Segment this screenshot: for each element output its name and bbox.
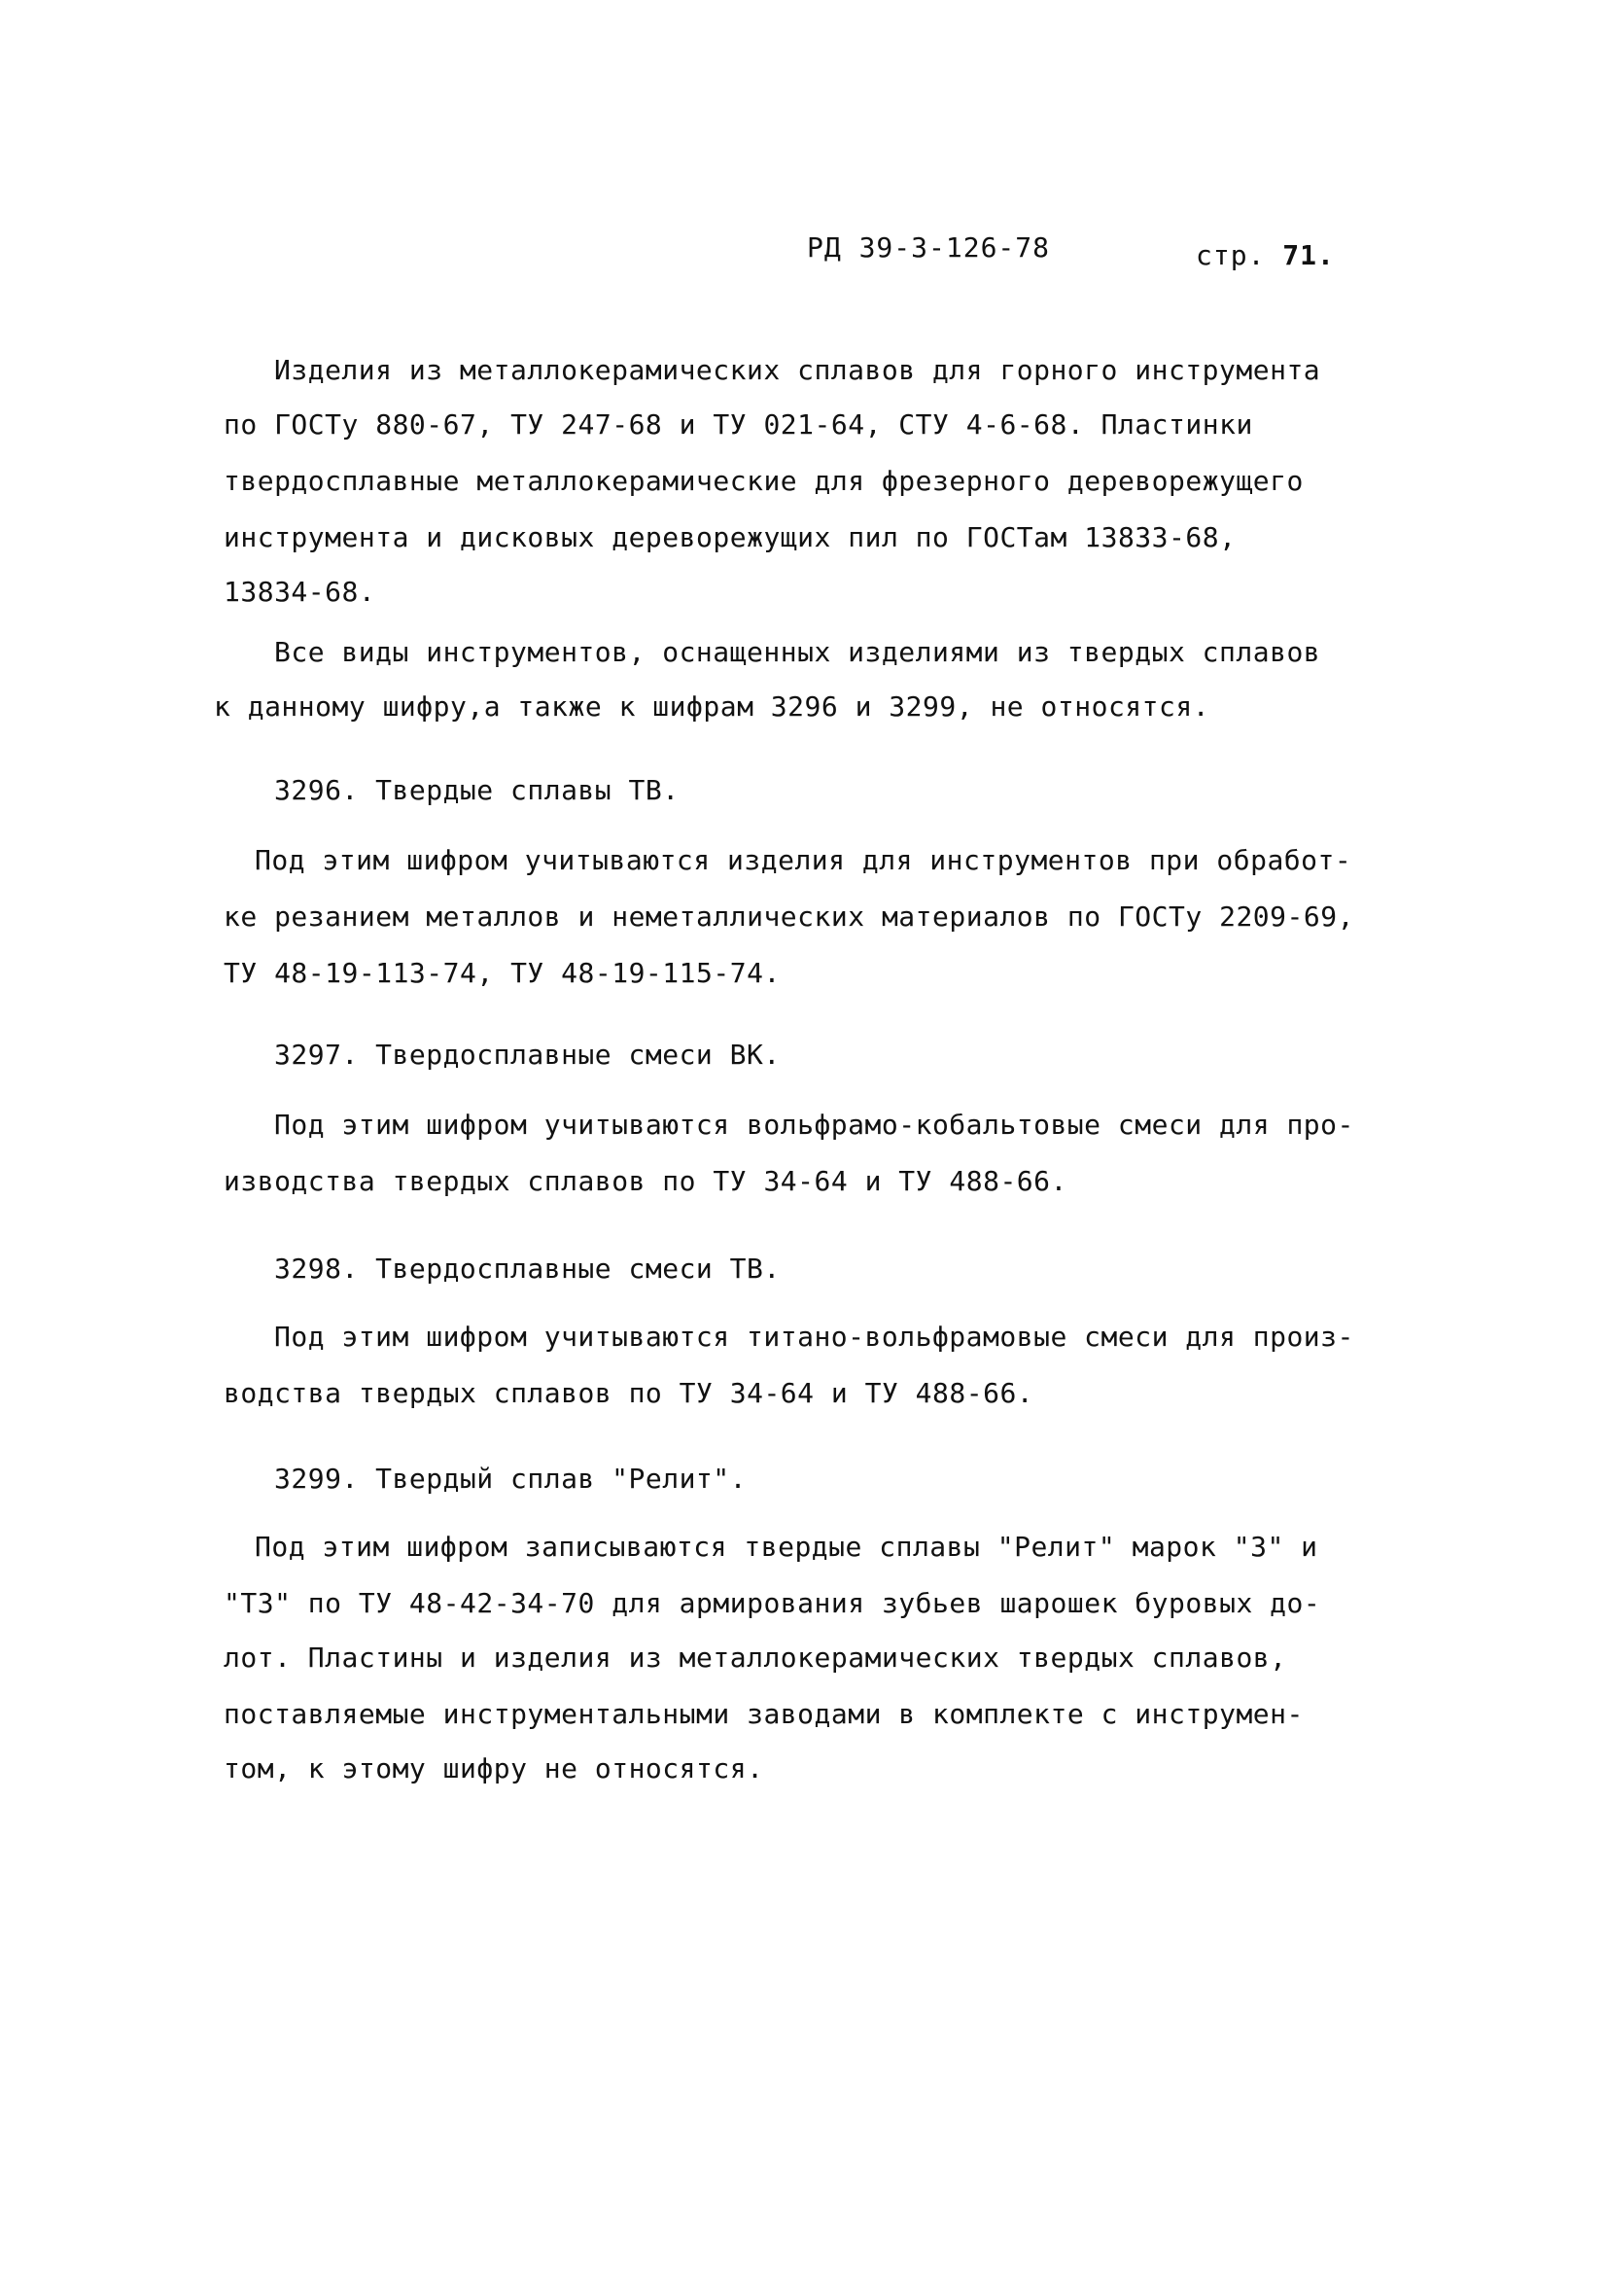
- document-code: РД 39-3-126-78: [807, 231, 1051, 264]
- p1-line-1: Изделия из металлокерамических сплавов для горного инструмента: [274, 354, 1321, 386]
- p3299-line-5: том, к этому шифру не относятся.: [224, 1752, 764, 1784]
- p3296-line-3: ТУ 48-19-113-74, ТУ 48-19-115-74.: [224, 957, 781, 989]
- p3299-line-2: "ТЗ" по ТУ 48-42-34-70 для армирования зубьев шарошек буровых до-: [224, 1587, 1321, 1619]
- heading-3299: 3299. Твердый сплав "Релит".: [274, 1463, 748, 1495]
- p1-line-4: инструмента и дисковых дереворежущих пил по ГОСТам 13833-68,: [224, 521, 1237, 553]
- heading-3297: 3297. Твердосплавные смеси ВК.: [274, 1039, 781, 1071]
- p1-line-3: твердосплавные металлокерамические для фрезерного дереворежущего: [224, 465, 1304, 497]
- p3297-line-2: изводства твердых сплавов по ТУ 34-64 и ТУ 488-66.: [224, 1165, 1067, 1197]
- heading-3296: 3296. Твердые сплавы ТВ.: [274, 774, 680, 806]
- p2-line-2: к данному шифру,а также к шифрам 3296 и 3299, не относятся.: [214, 690, 1210, 723]
- p3299-line-3: лот. Пластины и изделия из металлокерамических твердых сплавов,: [224, 1642, 1287, 1674]
- p1-line-5: 13834-68.: [224, 576, 376, 608]
- p3296-line-2: ке резанием металлов и неметаллических материалов по ГОСТу 2209-69,: [224, 901, 1354, 933]
- heading-3298: 3298. Твердосплавные смеси ТВ.: [274, 1253, 781, 1285]
- p2-line-1: Все виды инструментов, оснащенных изделиями из твердых сплавов: [274, 636, 1321, 668]
- page-number-value: 71.: [1282, 239, 1335, 271]
- p3298-line-1: Под этим шифром учитываются титано-вольфрамовые смеси для произ-: [274, 1321, 1354, 1353]
- p1-line-2: по ГОСТу 880-67, ТУ 247-68 и ТУ 021-64, СТУ 4-6-68. Пластинки: [224, 408, 1253, 441]
- page-number: [1196, 239, 1335, 271]
- page-header: [807, 231, 1351, 280]
- page-label: стр.: [1196, 239, 1266, 271]
- p3299-line-4: поставляемые инструментальными заводами в комплекте с инструмен-: [224, 1698, 1304, 1730]
- p3297-line-1: Под этим шифром учитываются вольфрамо-кобальтовые смеси для про-: [274, 1109, 1354, 1141]
- p3296-line-1: Под этим шифром учитываются изделия для инструментов при обработ-: [255, 844, 1352, 876]
- p3298-line-2: водства твердых сплавов по ТУ 34-64 и ТУ 488-66.: [224, 1377, 1034, 1409]
- p3299-line-1: Под этим шифром записываются твердые сплавы "Релит" марок "З" и: [255, 1531, 1318, 1563]
